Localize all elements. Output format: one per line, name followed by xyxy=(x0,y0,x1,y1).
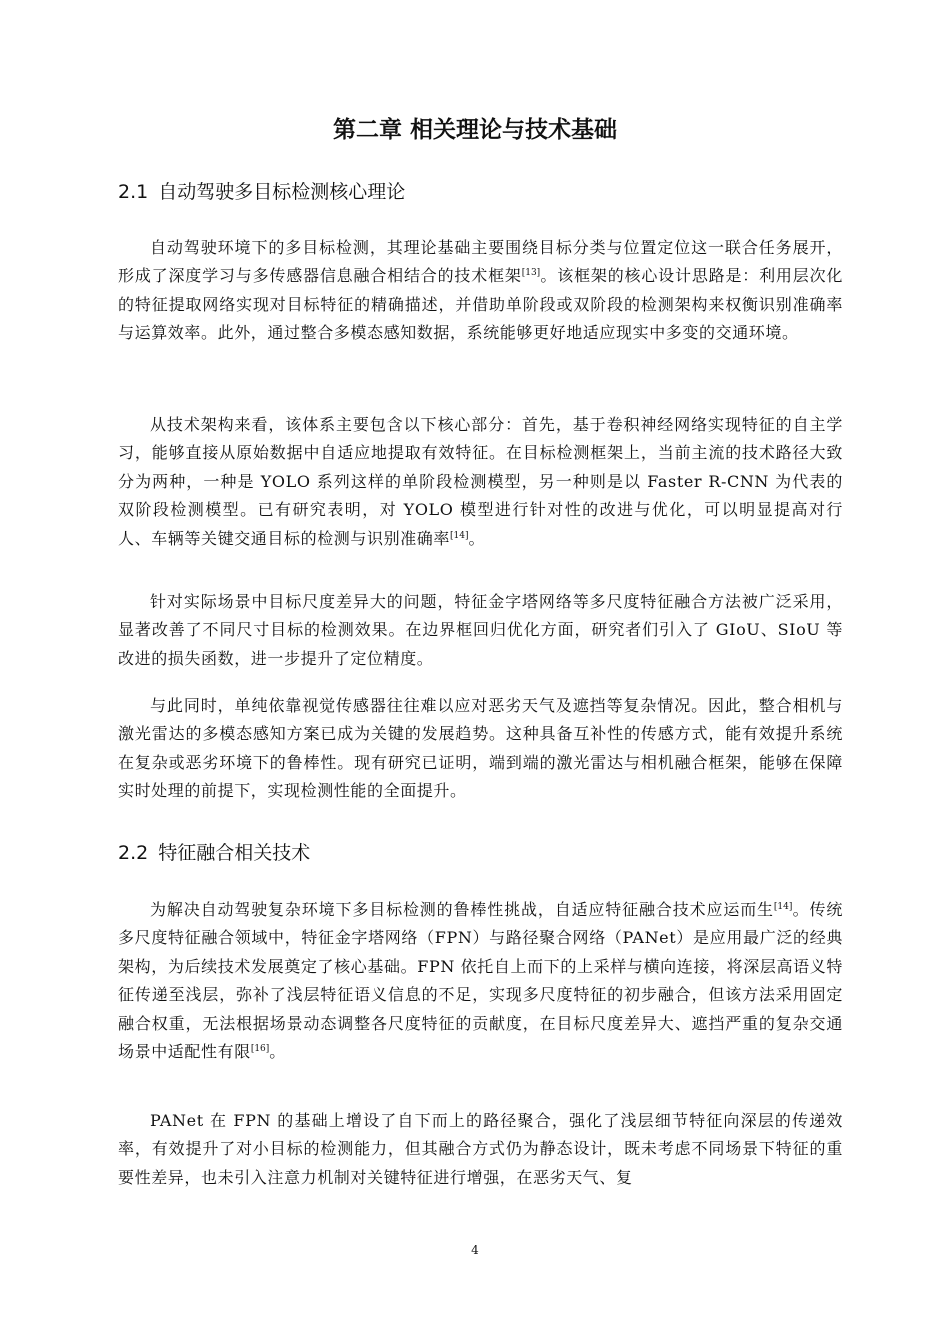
paragraph-text: 。 xyxy=(468,528,486,548)
section-heading-2-2 xyxy=(118,839,310,867)
paragraph-text: 针对实际场景中目标尺度差异大的问题，特征金字塔网络等多尺度特征融合方法被广泛采用，显著改善了不同尺寸目标的检测效果。在边界框回归优化方面，研究者们引入了 GIoU、SIoU 等改进的损失函数，进一步提升了定位精度。 xyxy=(118,592,843,668)
page-number: 4 xyxy=(471,1243,479,1257)
section-title-text: 特征融合相关技术 xyxy=(158,842,311,864)
paragraph-text: 。 xyxy=(269,1042,286,1062)
section-title-text: 自动驾驶多目标检测核心理论 xyxy=(158,181,406,203)
paragraph-text: 从技术架构来看，该体系主要包含以下核心部分：首先，基于卷积神经网络实现特征的自主学习，能够直接从原始数据中自适应地提取有效特征。在目标检测框架上，当前主流的技术路径大致分为两种，一种是 YOLO 系列这样的单阶段检测模型，另一种则是以 Faster R-CNN 为代表的双阶段检测模型。已有研究表明，对 YOLO 模型进行针对性的改进与优化，可以明显提高对行人、车辆等关键交通目标的检测与识别准确率 xyxy=(118,415,843,548)
citation-ref: [14] xyxy=(773,902,793,912)
paragraph-text: PANet 在 FPN 的基础上增设了自下而上的路径聚合，强化了浅层细节特征向深层的传递效率，有效提升了对小目标的检测能力，但其融合方式仍为静态设计，既未考虑不同场景下特征的重要性差异，也未引入注意力机制对关键特征进行增强，在恶劣天气、复 xyxy=(118,1111,843,1187)
section-number: 2.2 xyxy=(118,842,149,864)
paragraph xyxy=(118,588,843,673)
paragraph xyxy=(118,234,843,348)
paragraph-text: 自动驾驶环境下的多目标检测，其理论基础主要围绕目标分类与位置定位这一联合任务展开，形成了深度学习与多传感器信息融合相结合的技术框架 xyxy=(118,238,843,286)
paragraph-text: 与此同时，单纯依靠视觉传感器往往难以应对恶劣天气及遮挡等复杂情况。因此，整合相机与激光雷达的多模态感知方案已成为关键的发展趋势。这种具备互补性的传感方式，能有效提升系统在复杂或恶劣环境下的鲁棒性。现有研究已证明，端到端的激光雷达与相机融合框架，能够在保障实时处理的前提下，实现检测性能的全面提升。 xyxy=(118,696,843,801)
paragraph xyxy=(118,411,843,553)
paragraph xyxy=(118,896,843,1066)
paragraph xyxy=(118,692,843,806)
section-number: 2.1 xyxy=(118,181,149,203)
citation-ref: [13] xyxy=(521,268,541,279)
citation-ref: [14] xyxy=(450,530,469,541)
citation-ref: [16] xyxy=(250,1044,270,1055)
paragraph xyxy=(118,1107,843,1192)
paragraph-text: 。该框架的核心设计思路是：利用层次化的特征提取网络实现对目标特征的精确描述，并借助单阶段或双阶段的检测架构来权衡识别准确率与运算效率。此外，通过整合多模态感知数据，系统能够更好地适应现实中多变的交通环境。 xyxy=(118,266,843,343)
section-heading-2-1 xyxy=(118,178,405,206)
paragraph-text: 为解决自动驾驶复杂环境下多目标检测的鲁棒性挑战，自适应特征融合技术应运而生 xyxy=(150,900,774,919)
paragraph-text: 。传统多尺度特征融合领域中，特征金字塔网络（FPN）与路径聚合网络（PANet）是应用最广泛的经典架构，为后续技术发展奠定了核心基础。FPN 依托自上而下的上采样与横向连接，将深层高语义特征传递至浅层，弥补了浅层特征语义信息的不足，实现多尺度特征的初步融合，但该方法采用固定融合权重，无法根据场景动态调整各尺度特征的贡献度，在目标尺度差异大、遮挡严重的复杂交通场景中适配性有限 xyxy=(118,900,843,1062)
chapter-title: 第二章 相关理论与技术基础 xyxy=(332,117,617,143)
